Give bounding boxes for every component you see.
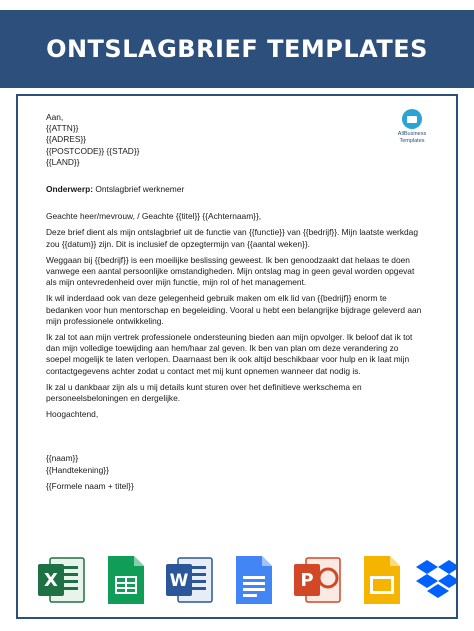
svg-text:W: W [169, 571, 189, 591]
paragraph-line: Ik zal u dankbaar zijn als u mij details kunt sturen over het definitieve werkschema en [46, 381, 362, 392]
paragraph-line: dan mijn volledige toewijding aan hem/haar zal geven. Ik ben van plan om deze verandering zo [46, 343, 399, 354]
letter-body [46, 112, 422, 492]
app-icon-row [18, 552, 456, 612]
subject-line [46, 184, 416, 195]
paragraph [46, 293, 422, 327]
paragraph-line: Weggaan bij {{bedrijf}} is een moeilijke beslissing geweest. Ik ben genoodzaakt dat helaas te doen [46, 254, 410, 265]
document-preview [16, 94, 458, 619]
address-line: {{ADRES}} [46, 134, 87, 145]
page-title: ONTSLAGBRIEF TEMPLATES [46, 35, 428, 63]
paragraph-line: Ik zal tot aan mijn vertrek professionele ondersteuning bieden aan mijn opvolger. Ik beloof dat ik tot [46, 332, 413, 343]
paragraph-line: bedanken voor hun mentorschap en begeleiding. Vooral u hebt een belangrijke bijdrage geleverd aan [46, 304, 422, 315]
paragraph-line: als mijn ontevredenheid over mijn functie, mijn rol of het management. [46, 277, 307, 288]
paragraph-line: Deze brief dient als mijn ontslagbrief uit de functie van {{functie}} van {{bedrijf}}. Mijn laatste werkdag [46, 227, 418, 238]
paragraph-line: zou {{datum}} zijn. Dit is inclusief de opzegtermijn van {{aantal weken}}. [46, 238, 310, 249]
subject-label: Onderwerp: [46, 184, 93, 195]
paragraph-line: Ik wil inderdaad ook van deze gelegenheid gebruik maken om elk lid van {{bedrijf}} enorm te [46, 293, 387, 304]
logo-subtitle: Templates [399, 137, 425, 144]
paragraph-line: vanwege een aantal persoonlijke omstandigheden. Mijn ontslag mag in geen geval worden opgevat [46, 266, 415, 277]
address-line: {{LAND}} [46, 156, 80, 167]
word-icon[interactable] [164, 552, 214, 608]
address-line: {{POSTCODE}} {{STAD}} [46, 145, 140, 156]
address-line: Aan, [46, 112, 64, 122]
paragraph-line: contactgegevens achter zodat u contact met mij kunt opnemen wanneer dat nodig is. [46, 365, 361, 376]
closing: Hoogachtend, [46, 409, 99, 420]
google-sheets-icon[interactable] [100, 552, 150, 608]
banner [0, 10, 474, 88]
subject-text: Ontslagbrief werknemer [93, 184, 185, 195]
excel-icon[interactable] [36, 552, 86, 608]
paragraph [46, 255, 416, 289]
paragraph-line: soepel mogelijk te laten verlopen. Daarnaast ben ik ook altijd beschikbaar voor hulp en ik laat mijn [46, 354, 410, 365]
paragraph-line: personeelsbeloningen en dergelijke. [46, 393, 181, 404]
paragraph-line: mijn professionele ontwikkeling. [46, 315, 164, 326]
powerpoint-icon[interactable] [292, 552, 342, 608]
svg-text:X: X [44, 570, 58, 591]
paragraph [46, 382, 416, 404]
google-slides-icon[interactable] [356, 552, 406, 608]
dropbox-icon[interactable] [414, 552, 458, 608]
svg-text:P: P [300, 570, 314, 591]
signature-handtekening: {{Handtekening}} [46, 464, 109, 475]
salutation: Geachte heer/mevrouw, / Geachte {{titel}} {{Achternaam}}, [46, 211, 262, 222]
formal-name-title: {{Formele naam + titel}} [46, 480, 134, 491]
signature-name: {{naam}} [46, 453, 79, 464]
paragraph [46, 332, 416, 377]
google-docs-icon[interactable] [228, 552, 278, 608]
address-line: {{ATTN}} [46, 123, 79, 134]
logo-name: AllBusiness [397, 131, 427, 137]
paragraph [46, 227, 416, 249]
top-band [0, 0, 474, 10]
